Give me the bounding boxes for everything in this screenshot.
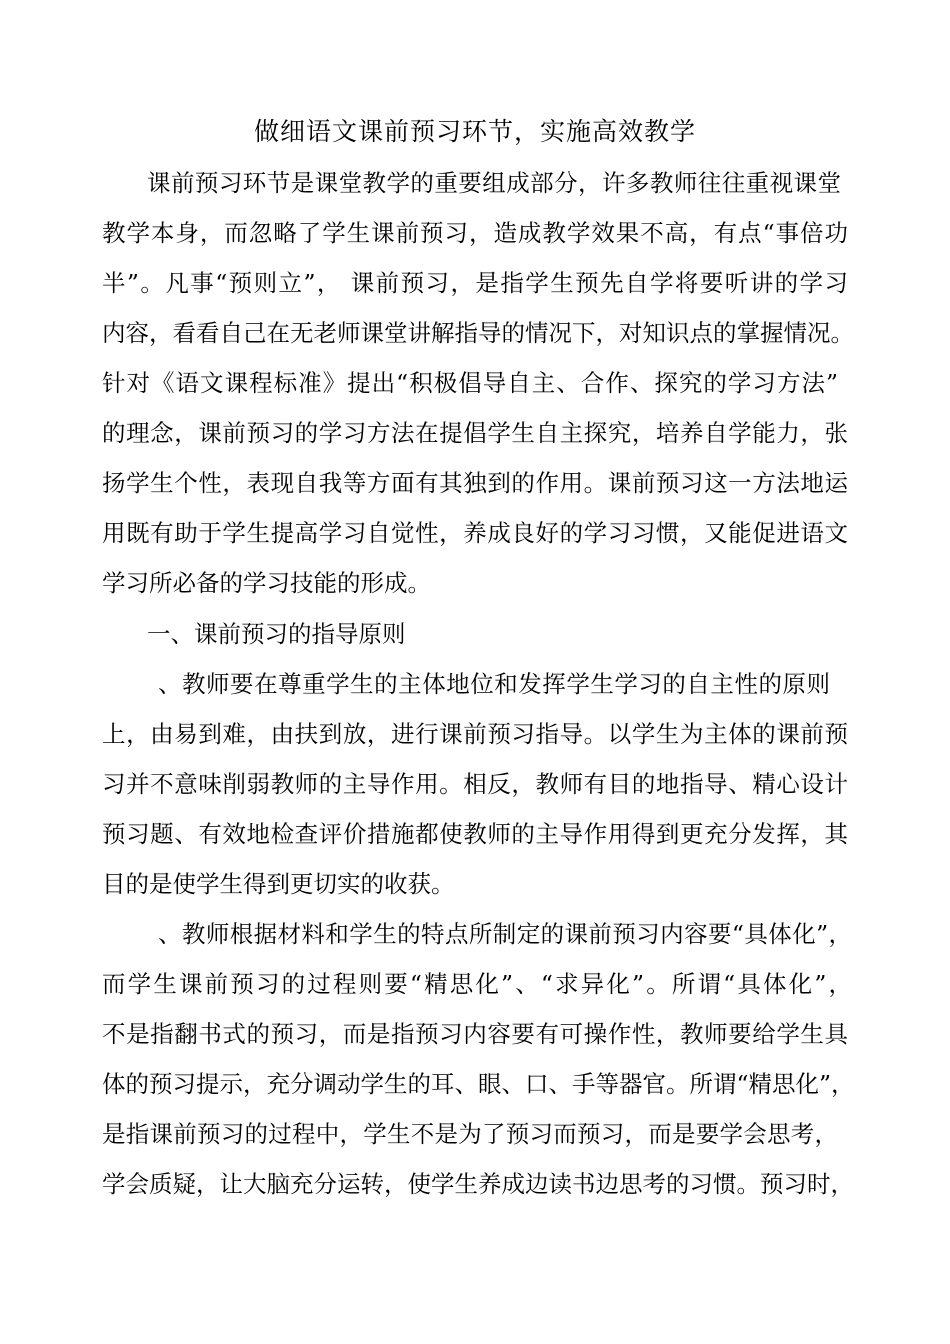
paragraph-line: 体的预习提示，充分调动学生的耳、眼、口、手等器官。所谓“精思化”，: [102, 1070, 855, 1098]
paragraph-line: 的理念，课前预习的学习方法在提倡学生自主探究，培养自学能力，张: [102, 419, 848, 447]
paragraph-line: 用既有助于学生提高学习自觉性，养成良好的学习习惯，又能促进语文: [102, 519, 848, 547]
section-heading: 一、课前预习的指导原则: [147, 620, 406, 648]
paragraph-line: 预习题、有效地检查评价措施都使教师的主导作用得到更充分发挥，其: [102, 820, 848, 848]
paragraph-line: 不是指翻书式的预习，而是指预习内容要有可操作性，教师要给学生具: [102, 1020, 848, 1048]
paragraph-line: 教学本身，而忽略了学生课前预习，造成教学效果不高，有点“事倍功: [102, 219, 848, 247]
paragraph-line: 扬学生个性，表现自我等方面有其独到的作用。课前预习这一方法地运: [102, 469, 848, 497]
paragraph-line: 而学生课前预习的过程则要“精思化”、“求异化”。所谓“具体化”，: [102, 970, 852, 998]
paragraph-line: 、教师要在尊重学生的主体地位和发挥学生学习的自主性的原则: [158, 670, 830, 698]
paragraph-line: 、教师根据材料和学生的特点所制定的课前预习内容要“具体化”，: [158, 920, 852, 948]
paragraph-line: 目的是使学生得到更切实的收获。: [102, 870, 455, 898]
paragraph-line: 学会质疑，让大脑充分运转，使学生养成边读书边思考的习惯。预习时，: [102, 1170, 854, 1198]
paragraph-line: 学习所必备的学习技能的形成。: [102, 569, 431, 597]
paragraph-line: 半”。凡事“预则立”， 课前预习，是指学生预先自学将要听讲的学习: [102, 269, 848, 297]
paragraph-line: 课前预习环节是课堂教学的重要组成部分，许多教师往往重视课堂: [147, 169, 841, 197]
paragraph-line: 习并不意味削弱教师的主导作用。相反，教师有目的地指导、精心设计: [102, 770, 848, 798]
paragraph-line: 上，由易到难，由扶到放，进行课前预习指导。以学生为主体的课前预: [102, 720, 848, 748]
paragraph-line: 是指课前预习的过程中，学生不是为了预习而预习，而是要学会思考，: [102, 1120, 838, 1148]
paragraph-line: 针对《语文课程标准》提出“积极倡导自主、合作、探究的学习方法”: [102, 369, 838, 397]
paragraph-line: 内容，看看自己在无老师课堂讲解指导的情况下，对知识点的掌握情况。: [102, 319, 854, 347]
document-title: 做细语文课前预习环节，实施高效教学: [253, 117, 696, 146]
